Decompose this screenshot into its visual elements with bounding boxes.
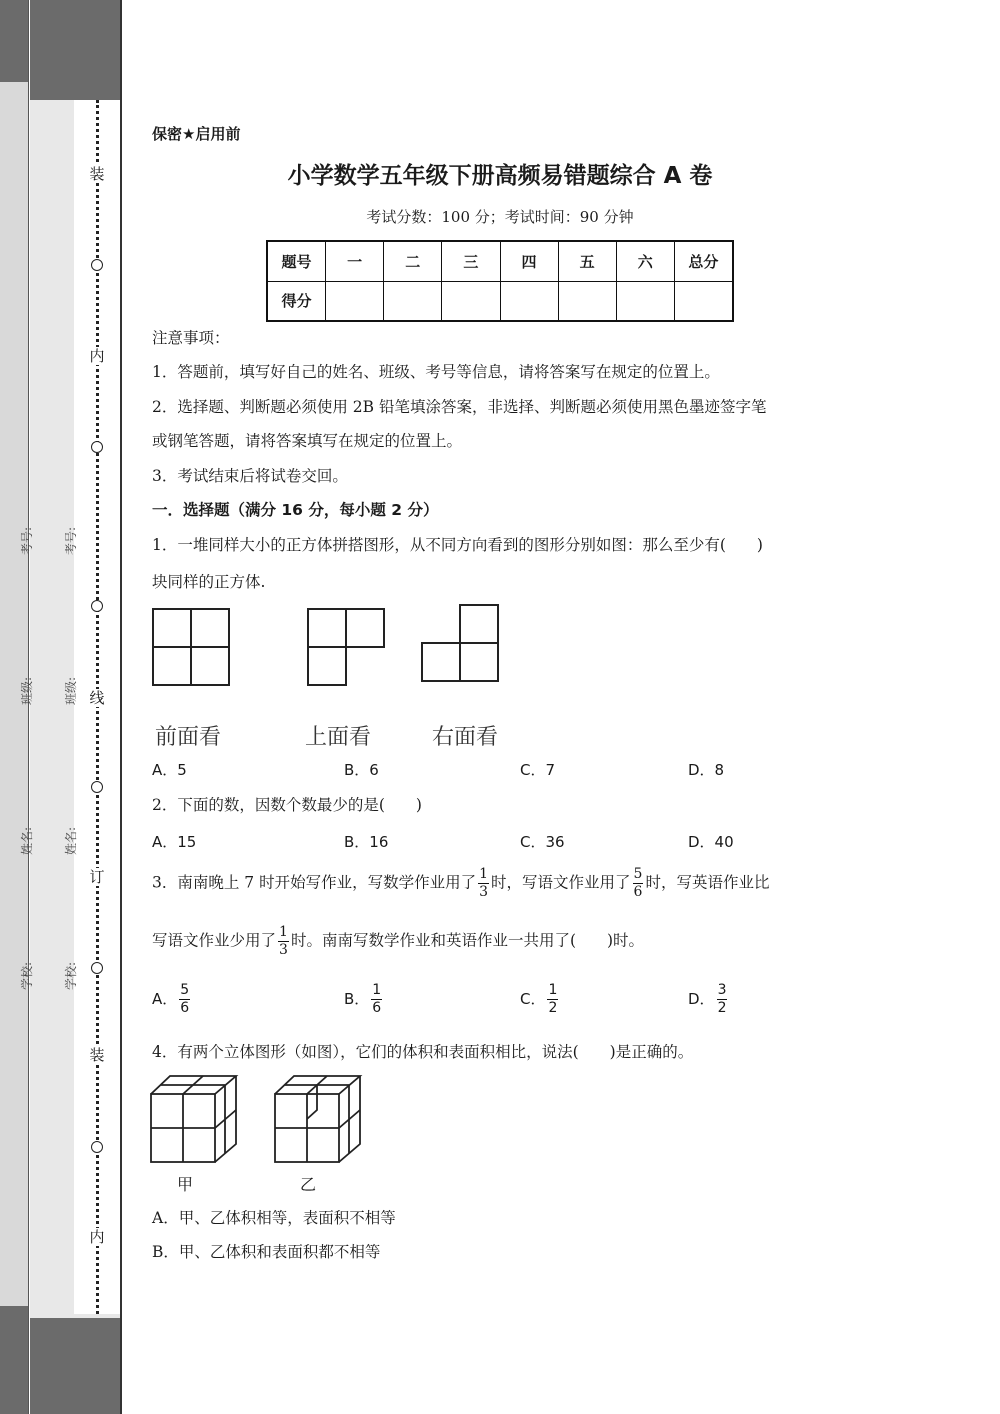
score-header-cell: 五 [558,241,616,281]
score-table-score-row [267,281,733,321]
q1-top-view-figure [305,606,389,688]
q3-option-d[interactable]: D． $\frac{3}{2}$ [688,982,727,1016]
q3-option-a[interactable]: A． $\frac{5}{6}$ [152,982,190,1016]
q3-fraction: $\frac{1}{3}$ [279,924,288,958]
binding-label-id-inner: 考号: [64,526,78,555]
q4-stem: 4．有两个立体图形（如图），它们的体积和表面积相比，说法( )是正确的。 [152,1043,694,1061]
score-cell[interactable] [500,281,558,321]
q3-text-1: 3．南南晚上 7 时开始写作业，写数学作业用了 [152,873,477,892]
notes-item-1: 1．答题前，填写好自己的姓名、班级、考号等信息，请将答案写在规定的位置上。 [152,363,720,381]
binding-label-id: 考号: [20,526,34,555]
score-table-header-row [267,241,733,281]
binding-label-class: 班级: [20,676,34,705]
score-header-cell: 一 [326,241,384,281]
q4-caption-jia: 甲 [177,1175,194,1194]
confidential-mark: 保密★启用前 [152,125,241,143]
binding-circle [91,1141,103,1153]
notes-title: 注意事项： [152,329,230,347]
q1-option-d[interactable]: D．8 [688,761,725,779]
binding-block-top [30,0,120,100]
q3-option-c[interactable]: C． $\frac{1}{2}$ [520,982,558,1016]
binding-label-school-inner: 学校: [64,961,78,990]
binding-circle [91,781,103,793]
binding-block-top-left [0,0,28,82]
exam-meta: 考试分数：100 分；考试时间：90 分钟 [366,208,634,226]
q1-option-a[interactable]: A．5 [152,761,187,779]
score-header-cell: 总分 [674,241,733,281]
q2-option-a[interactable]: A．15 [152,833,197,851]
q3-text-2: 时，写语文作业用了 [491,873,631,892]
notes-item-2: 2．选择题、判断题必须使用 2B 铅笔填涂答案，非选择、判断题必须使用黑色墨迹签字笔 [152,398,767,416]
q3-stem-cont [152,924,644,959]
notes-item-2-cont: 或钢笔答题，请将答案填写在规定的位置上。 [152,432,463,450]
q2-stem: 2．下面的数，因数个数最少的是( ) [152,796,422,814]
section-heading: 一．选择题（满分 16 分，每小题 2 分） [152,501,439,519]
q1-option-c[interactable]: C．7 [520,761,556,779]
q1-front-view-figure [150,606,234,688]
score-header-cell: 题号 [267,241,326,281]
q1-stem-cont: 块同样的正方体. [152,573,266,591]
score-cell[interactable] [674,281,733,321]
binding-char: 装 [89,1046,105,1064]
binding-block-bottom [30,1318,120,1414]
q4-figure-jia [148,1072,242,1168]
q4-option-b[interactable]: B．甲、乙体积和表面积都不相等 [152,1243,381,1261]
q4-caption-yi: 乙 [300,1175,317,1194]
q4-option-a[interactable]: A．甲、乙体积相等，表面积不相等 [152,1209,396,1227]
binding-block-bottom-left [0,1306,28,1414]
q1-caption-top: 上面看 [305,725,372,750]
binding-outer-strip [0,0,29,1414]
binding-label-name: 姓名: [20,826,34,855]
q3-fraction: $\frac{5}{6}$ [633,866,643,900]
score-cell[interactable] [326,281,384,321]
binding-label-name-inner: 姓名: [64,826,78,855]
binding-char: 装 [89,165,105,183]
q1-option-b[interactable]: B．6 [344,761,379,779]
q3-text-4: 写语文作业少用了 [152,931,277,950]
q2-option-d[interactable]: D．40 [688,833,734,851]
q3-option-b[interactable]: B． $\frac{1}{6}$ [344,982,382,1016]
q1-caption-front: 前面看 [155,725,222,750]
binding-dotted-line [96,100,99,1314]
binding-circle [91,962,103,974]
binding-label-school: 学校: [20,961,34,990]
q4-figure-yi [272,1072,366,1168]
q1-stem: 1．一堆同样大小的正方体拼搭图形，从不同方向看到的图形分别如图：那么至少有( ) [152,536,763,554]
score-cell[interactable] [384,281,442,321]
q3-text-3: 时，写英语作业比 [645,873,770,892]
notes-item-3: 3．考试结束后将试卷交回。 [152,467,348,485]
binding-margin [0,0,122,1414]
score-cell[interactable] [558,281,616,321]
binding-char: 线 [89,689,105,707]
score-header-cell: 六 [616,241,674,281]
binding-char: 内 [89,347,105,365]
q1-right-view-figure [419,602,503,686]
score-header-cell: 三 [442,241,500,281]
binding-char: 订 [89,868,105,886]
score-row-label: 得分 [267,281,326,321]
score-header-cell: 四 [500,241,558,281]
q3-fraction: $\frac{1}{3}$ [479,866,489,900]
q3-stem [152,866,769,901]
q2-option-b[interactable]: B．16 [344,833,389,851]
q3-text-5: 时。南南写数学作业和英语作业一共用了( )时。 [290,931,645,950]
binding-circle [91,600,103,612]
page-title: 小学数学五年级下册高频易错题综合 A 卷 [287,163,713,189]
binding-label-class-inner: 班级: [64,676,78,705]
q2-option-c[interactable]: C．36 [520,833,565,851]
binding-char: 内 [89,1228,105,1246]
score-header-cell: 二 [384,241,442,281]
binding-circle [91,259,103,271]
binding-circle [91,441,103,453]
q1-caption-right: 右面看 [432,725,499,750]
score-cell[interactable] [616,281,674,321]
score-cell[interactable] [442,281,500,321]
score-table [266,240,734,322]
